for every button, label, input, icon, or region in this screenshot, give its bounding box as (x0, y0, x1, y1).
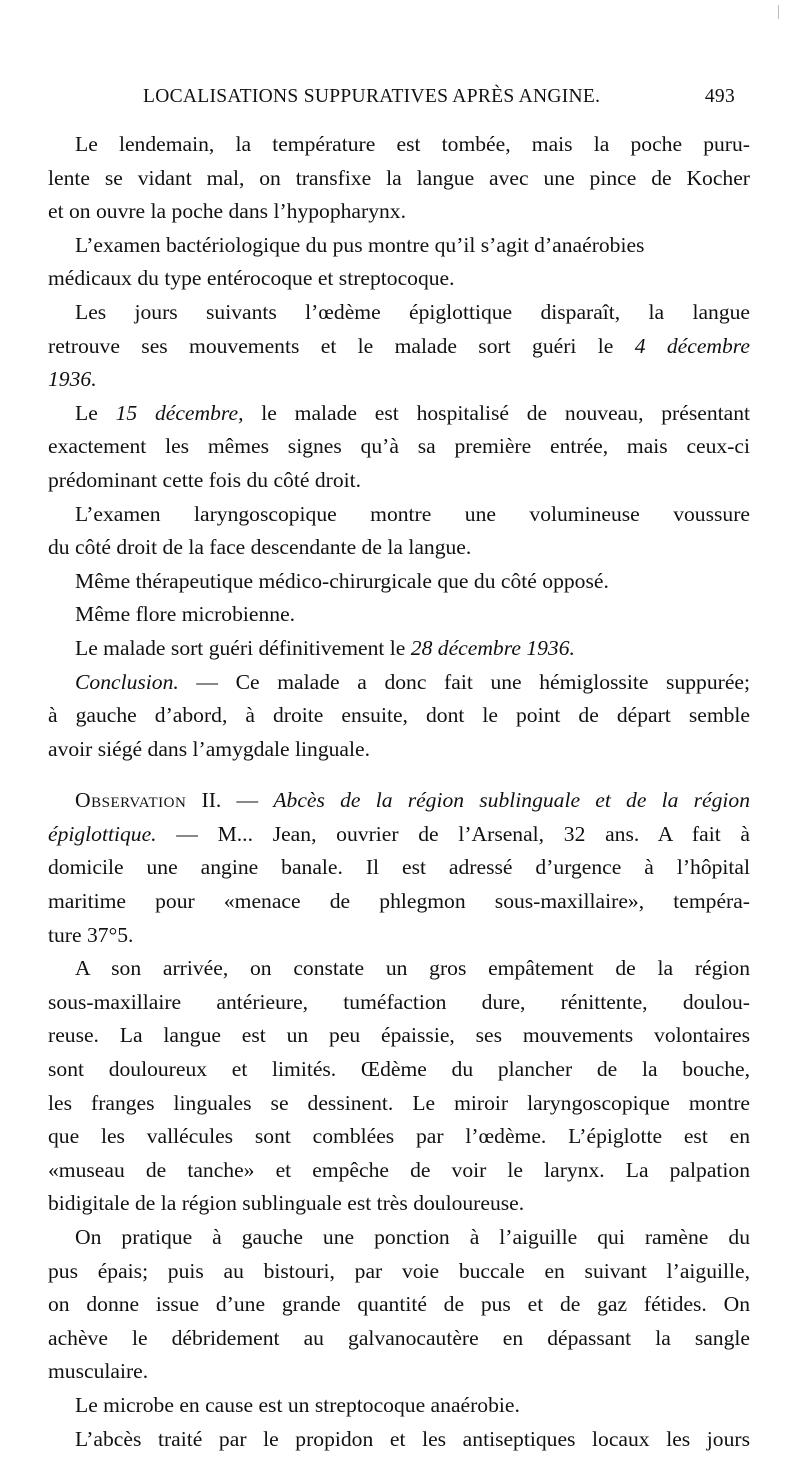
body-text (48, 128, 750, 1456)
text-line: domicile une angine banale. Il est adressé d’urgence à l’hôpital (48, 855, 750, 880)
text-line: médicaux du type entérocoque et streptocoque. (48, 266, 455, 291)
text-line: sont douloureux et limités. Œdème du plancher de la bouche, (48, 1057, 750, 1082)
text-segment: Le (75, 400, 98, 425)
text-line: bidigitale de la région sublinguale est très douloureuse. (48, 1191, 525, 1216)
text-segment: retrouve ses mouvements et le malade sort guéri le (48, 333, 614, 358)
text-line (48, 784, 750, 818)
text-line: Même flore microbienne. (75, 602, 296, 627)
text-line: exactement les mêmes signes qu’à sa première entrée, mais ceux-ci (48, 434, 750, 459)
text-line: que les vallécules sont comblées par l’œdème. L’épiglotte est en (48, 1124, 750, 1149)
text-line (48, 397, 750, 431)
date-italic: 4 décembre (634, 333, 750, 358)
text-line: lente se vidant mal, on transfixe la langue avec une pince de Kocher (48, 165, 750, 190)
date-italic: 28 décembre 1936. (410, 635, 575, 660)
text-line: Le lendemain, la température est tombée, mais la poche puru- (75, 132, 750, 156)
text-line: On pratique à gauche une ponction à l’aiguille qui ramène du (75, 1225, 750, 1249)
text-line (48, 666, 750, 700)
text-segment: Le malade sort guéri définitivement le (75, 635, 406, 660)
text-line: «museau de tanche» et empêche de voir le larynx. La palpation (48, 1157, 750, 1182)
scan-mark (778, 5, 779, 19)
text-line (48, 330, 750, 364)
text-line (48, 818, 750, 852)
text-line: on donne issue d’une grande quantité de pus et de gaz fétides. On (48, 1292, 750, 1317)
date-italic: 1936. (48, 367, 97, 392)
text-line: avoir siégé dans l’amygdale linguale. (48, 736, 370, 761)
observation-title: Abcès de la région sublinguale et de la région (273, 788, 751, 813)
text-line: maritime pour «menace de phlegmon sous-maxillaire», tempéra- (48, 889, 750, 914)
text-line: musculaire. (48, 1359, 149, 1384)
text-segment: — M... Jean, ouvrier de l’Arsenal, 32 ans. A fait à (176, 821, 750, 846)
page-number: 493 (704, 86, 735, 107)
observation-label: Observation (75, 788, 187, 813)
text-line: ture 37°5. (48, 922, 134, 947)
text-line: prédominant cette fois du côté droit. (48, 467, 362, 492)
text-line: achève le débridement au galvanocautère en dépassant la sangle (48, 1325, 750, 1350)
section-gap (48, 766, 750, 784)
text-line: les franges linguales se dessinent. Le miroir laryngoscopique montre (48, 1090, 750, 1115)
text-line (48, 632, 750, 666)
observation-title: épiglottique. (48, 821, 157, 846)
date-italic: 15 décembre, (115, 400, 244, 425)
text-line: à gauche d’abord, à droite ensuite, dont le point de départ semble (48, 703, 750, 728)
text-line (48, 363, 750, 397)
text-line: Les jours suivants l’œdème épiglottique disparaît, la langue (75, 299, 750, 324)
text-line: L’examen laryngoscopique montre une volumineuse voussure (75, 501, 750, 526)
text-segment: — Ce malade a donc fait une hémiglossite suppurée; (196, 669, 750, 694)
text-line: du côté droit de la face descendante de la langue. (48, 535, 472, 560)
conclusion-heading: Conclusion. (75, 669, 179, 694)
running-header (143, 86, 735, 116)
text-line: sous-maxillaire antérieure, tuméfaction dure, rénittente, doulou- (48, 989, 750, 1014)
text-line: L’examen bactériologique du pus montre qu’il s’agit d’anaérobies (75, 232, 645, 257)
text-segment: le malade est hospitalisé de nouveau, présentant (261, 400, 750, 425)
text-line: reuse. La langue est un peu épaissie, ses mouvements volontaires (48, 1023, 750, 1048)
text-segment: II. — (201, 788, 259, 813)
text-line: A son arrivée, on constate un gros empâtement de la région (75, 956, 750, 981)
text-line: Le microbe en cause est un streptocoque anaérobie. (75, 1392, 520, 1417)
text-line: et on ouvre la poche dans l’hypopharynx. (48, 199, 406, 224)
text-line: pus épais; puis au bistouri, par voie buccale en suivant l’aiguille, (48, 1258, 750, 1283)
text-line: L’abcès traité par le propidon et les antiseptiques locaux les jours (75, 1426, 750, 1451)
running-title: LOCALISATIONS SUPPURATIVES APRÈS ANGINE. (143, 86, 601, 107)
text-line: Même thérapeutique médico-chirurgicale que du côté opposé. (75, 568, 609, 593)
